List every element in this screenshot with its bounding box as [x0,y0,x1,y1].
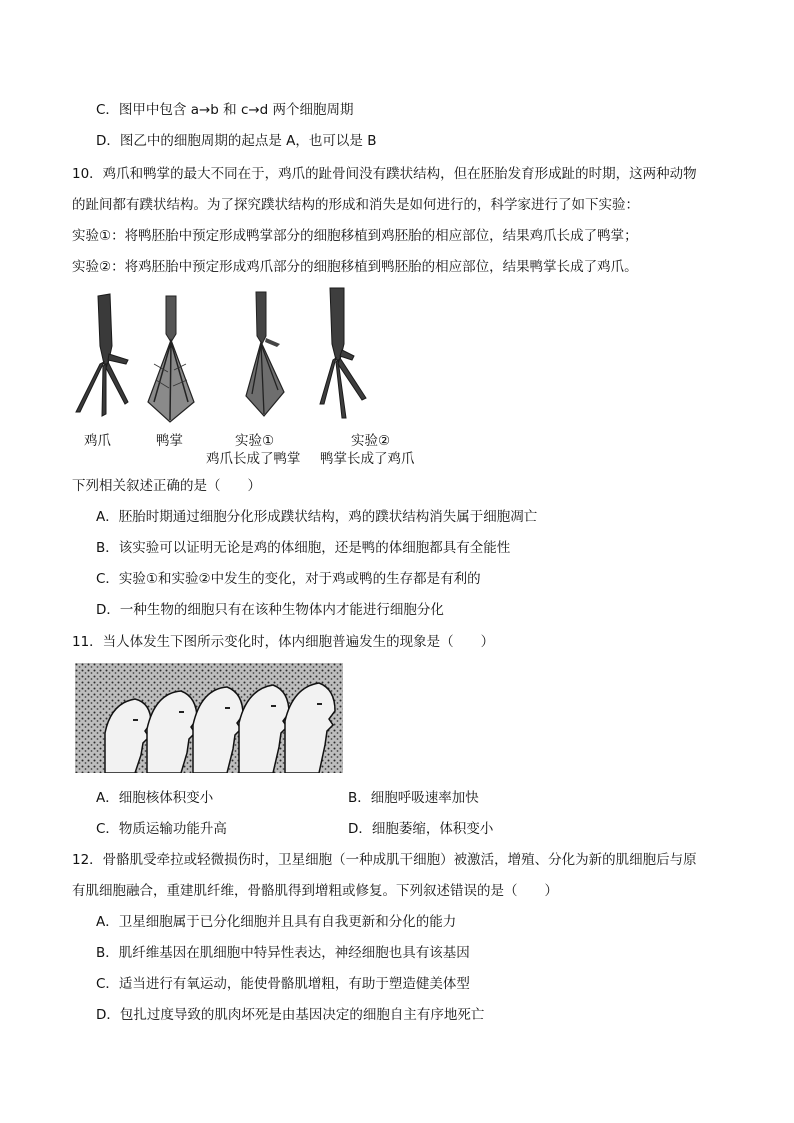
q10-option-b: B．该实验可以证明无论是鸡的体细胞，还是鸭的体细胞都具有全能性 [96,540,511,556]
q11-option-b: B．细胞呼吸速率加快 [348,790,479,806]
q10-stem-line1: 10．鸡爪和鸭掌的最大不同在于，鸡爪的趾骨间没有蹼状结构，但在胚胎发育形成趾的时期，这两种动物 [72,166,697,182]
caption-chicken-foot: 鸡爪 [84,433,111,449]
q11-option-c: C．物质运输功能升高 [96,821,227,837]
caption-experiment-1-result: 鸡爪长成了鸭掌 [206,451,301,467]
q12-option-a: A．卫星细胞属于已分化细胞并且具有自我更新和分化的能力 [96,914,457,930]
caption-duck-foot: 鸭掌 [156,433,183,449]
q9-option-d: D．图乙中的细胞周期的起点是 A，也可以是 B [96,133,377,149]
experiment-2-foot-image [320,288,366,418]
q10-experiment-1: 实验①：将鸭胚胎中预定形成鸭掌部分的细胞移植到鸡胚胎的相应部位，结果鸡爪长成了鸭掌； [72,228,638,244]
q10-option-c: C．实验①和实验②中发生的变化，对于鸡或鸭的生存都是有利的 [96,571,481,587]
chicken-foot-image [76,294,128,416]
q11-option-a: A．细胞核体积变小 [96,790,214,806]
q10-experiment-2: 实验②：将鸡胚胎中预定形成鸡爪部分的细胞移植到鸭胚胎的相应部位，结果鸭掌长成了鸡爪。 [72,259,638,275]
feet-figure [70,284,410,429]
experiment-1-foot-image [246,292,284,416]
q11-option-d: D．细胞萎缩，体积变小 [348,821,494,837]
caption-experiment-1: 实验① [235,433,275,449]
caption-experiment-2: 实验② [351,433,391,449]
q12-option-b: B．肌纤维基因在肌细胞中特异性表达，神经细胞也具有该基因 [96,945,470,961]
q12-stem-line1: 12．骨骼肌受牵拉或轻微损伤时，卫星细胞（一种成肌干细胞）被激活，增殖、分化为新的肌细胞后与原 [72,852,697,868]
aging-faces-image [75,663,343,773]
q11-stem: 11．当人体发生下图所示变化时，体内细胞普遍发生的现象是（ ） [72,634,495,650]
q10-option-d: D．一种生物的细胞只有在该种生物体内才能进行细胞分化 [96,602,444,618]
q12-option-c: C．适当进行有氧运动，能使骨骼肌增粗，有助于塑造健美体型 [96,976,470,992]
q10-stem-line2: 的趾间都有蹼状结构。为了探究蹼状结构的形成和消失是如何进行的，科学家进行了如下实验： [72,197,639,213]
duck-foot-image [148,296,194,422]
q9-option-c: C．图甲中包含 a→b 和 c→d 两个细胞周期 [96,102,354,118]
q12-stem-line2: 有肌细胞融合，重建肌纤维，骨骼肌得到增粗或修复。下列叙述错误的是（ ） [72,883,558,899]
q10-question: 下列相关叙述正确的是（ ） [72,478,261,494]
q10-option-a: A．胚胎时期通过细胞分化形成蹼状结构，鸡的蹼状结构消失属于细胞凋亡 [96,509,538,525]
caption-experiment-2-result: 鸭掌长成了鸡爪 [320,451,415,467]
q12-option-d: D．包扎过度导致的肌肉坏死是由基因决定的细胞自主有序地死亡 [96,1007,485,1023]
